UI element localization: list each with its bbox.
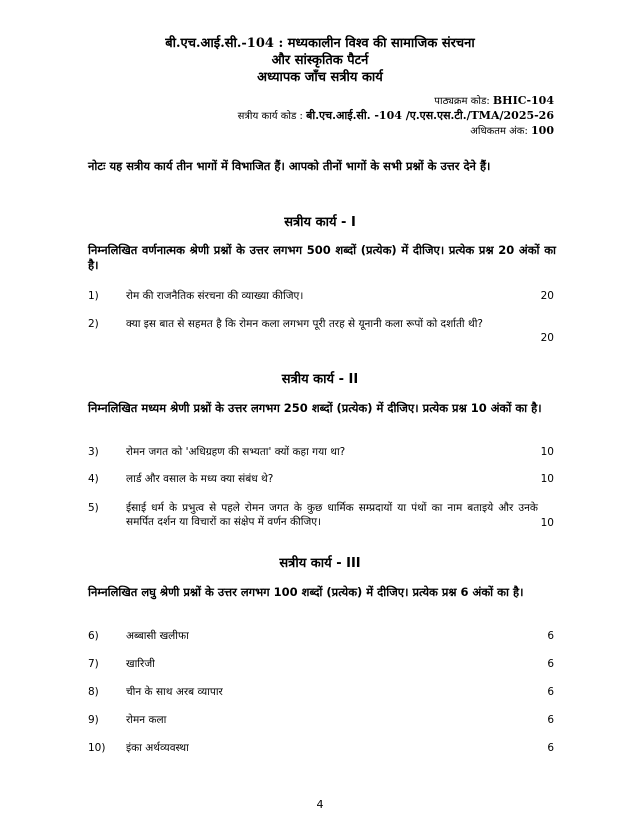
question-text: ईसाई धर्म के प्रभुत्व से पहले रोमन जगत के कुछ धार्मिक सम्प्रदायों या पंथों का नाम बताइये और उनके समर्पित दर्शन या विचारों का संक्षेप में वर्णन कीजिए। — [126, 502, 538, 528]
max-marks-label: अधिकतम अंक: — [470, 126, 528, 137]
section-instruction-1: निम्नलिखित वर्णनात्मक श्रेणी प्रश्नों के उत्तर लगभग 500 शब्दों (प्रत्येक) में दीजिए। प्रत्येक प्रश्न 20 अंकों का है। — [88, 243, 556, 272]
max-marks-value: 100 — [531, 124, 554, 137]
course-code-label: पाठ्यक्रम कोड: — [434, 96, 490, 107]
assignment-code-label: सत्रीय कार्य कोड : — [237, 111, 303, 122]
question-number: 6) — [88, 630, 99, 642]
course-code-value: BHIC-104 — [492, 94, 554, 107]
page-number: 4 — [316, 798, 324, 811]
question-number: 3) — [88, 446, 99, 458]
title-line-1: बी.एच.आई.सी.-104 : मध्यकालीन विश्व की सामाजिक संरचना — [165, 36, 475, 51]
question-number: 4) — [88, 473, 99, 485]
question-text: रोमन जगत को 'अधिग्रहण की सभ्यता' क्यों कहा गया था? — [126, 446, 346, 458]
question-number: 10) — [88, 742, 106, 754]
question-text: लार्ड और वसाल के मध्य क्या संबंध थे? — [126, 473, 274, 485]
question-text: रोमन कला — [126, 714, 167, 726]
question-text: रोम की राजनैतिक संरचना की व्याख्या कीजिए। — [126, 290, 304, 302]
assignment-code-line — [238, 109, 554, 123]
question-text: अब्बासी खलीफा — [126, 630, 189, 642]
question-marks: 6 — [547, 742, 554, 754]
question-number: 8) — [88, 686, 99, 698]
question-marks: 10 — [540, 517, 554, 529]
question-marks: 20 — [540, 290, 554, 302]
section-instruction-3: निम्नलिखित लघु श्रेणी प्रश्नों के उत्तर लगभग 100 शब्दों (प्रत्येक) में दीजिए। प्रत्येक प्रश्न 6 अंकों का है। — [88, 585, 524, 599]
question-number: 5) — [88, 502, 99, 514]
question-marks: 10 — [540, 446, 554, 458]
max-marks-line — [470, 124, 554, 138]
title-line-3: अध्यापक जाँच सत्रीय कार्य — [257, 70, 383, 85]
question-number: 2) — [88, 318, 99, 330]
question-marks: 20 — [540, 332, 554, 344]
question-marks: 10 — [540, 473, 554, 485]
question-marks: 6 — [547, 686, 554, 698]
question-text: इंका अर्थव्यवस्था — [126, 742, 189, 754]
title-line-2: और सांस्कृतिक पैटर्न — [271, 53, 369, 68]
question-number: 7) — [88, 658, 99, 670]
section-instruction-2: निम्नलिखित मध्यम श्रेणी प्रश्नों के उत्तर लगभग 250 शब्दों (प्रत्येक) में दीजिए। प्रत्येक प्रश्न 10 अंकों का है। — [88, 401, 542, 415]
question-marks: 6 — [547, 630, 554, 642]
course-code-line — [434, 94, 554, 108]
section-heading-2: सत्रीय कार्य - II — [281, 372, 359, 387]
question-number: 9) — [88, 714, 99, 726]
assignment-code-value: बी.एच.आई.सी. -104 /ए.एस.एस.टी./TMA/2025-26 — [306, 109, 554, 122]
question-text: क्या इस बात से सहमत है कि रोमन कला लगभग पूरी तरह से यूनानी कला रूपों को दर्शाती थी? — [126, 318, 483, 330]
question-marks: 6 — [547, 658, 554, 670]
question-text: खारिजी — [126, 658, 155, 670]
question-marks: 6 — [547, 714, 554, 726]
note-text: नोटः यह सत्रीय कार्य तीन भागों में विभाजित हैं। आपको तीनों भागों के सभी प्रश्नों के उत्तर देने हैं। — [88, 159, 491, 173]
question-text: चीन के साथ अरब व्यापार — [126, 686, 223, 698]
section-heading-1: सत्रीय कार्य - I — [284, 215, 356, 230]
section-heading-3: सत्रीय कार्य - III — [279, 556, 361, 571]
question-number: 1) — [88, 290, 99, 302]
